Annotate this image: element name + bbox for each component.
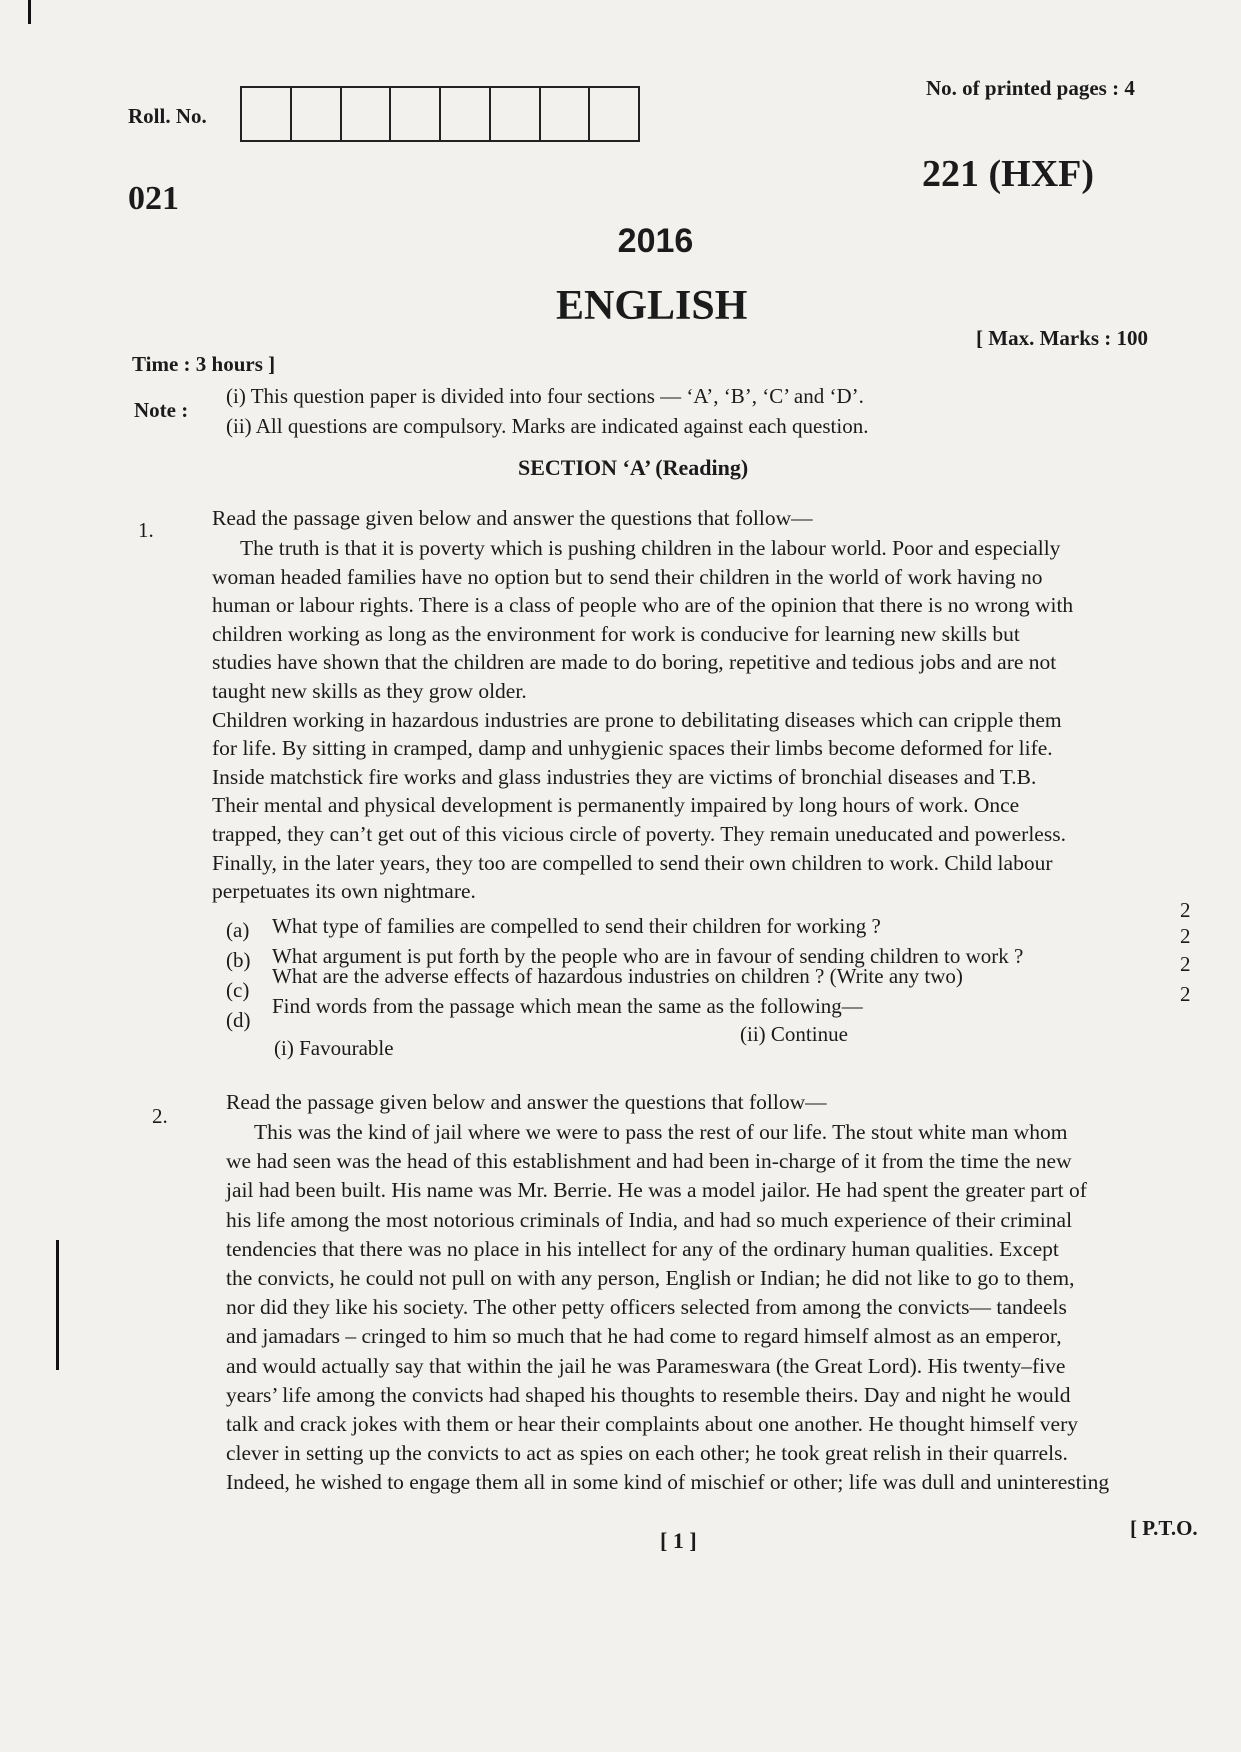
passage-line: years’ life among the convicts had shaped his thoughts to resemble theirs. Day and night he would — [226, 1382, 1071, 1407]
passage-line: we had seen was the head of this establishment and had been in-charge of it from the time the new — [226, 1149, 1072, 1174]
passage-line: talk and crack jokes with them or hear their complaints about one another. He thought himself very — [226, 1412, 1078, 1437]
please-turn-over: [ P.T.O. — [1130, 1516, 1198, 1540]
passage-line: Children working in hazardous industries are prone to debilitating diseases which can cripple them — [212, 707, 1062, 732]
scan-edge-mark-left — [56, 1240, 59, 1370]
roll-number-boxes — [240, 86, 640, 142]
scan-edge-mark-top — [28, 0, 31, 24]
subquestion-text: Find words from the passage which mean the same as the following— — [272, 994, 863, 1018]
question-instruction: Read the passage given below and answer the questions that follow— — [226, 1090, 827, 1114]
subject-title: ENGLISH — [556, 283, 748, 329]
passage-1 — [212, 534, 1187, 906]
passage-line: Finally, in the later years, they too are compelled to send their own children to work. Child labour — [212, 850, 1053, 875]
passage-line: the convicts, he could not pull on with any person, English or Indian; he did not like to go to them, — [226, 1266, 1075, 1291]
subquestion-text: What argument is put forth by the people who are in favour of sending children to work ? — [272, 944, 1024, 968]
printed-pages-count: No. of printed pages : 4 — [926, 76, 1135, 100]
note-label: Note : — [134, 398, 189, 422]
max-marks: [ Max. Marks : 100 — [976, 326, 1149, 350]
passage-line: taught new skills as they grow older. — [212, 678, 527, 703]
passage-line: and would actually say that within the jail he was Parameswara (the Great Lord). His twenty–five — [226, 1353, 1066, 1378]
passage-line: studies have shown that the children are made to do boring, repetitive and tedious jobs and are not — [212, 650, 1057, 675]
passage-line: The truth is that it is poverty which is pushing children in the labour world. Poor and especially — [240, 536, 1061, 560]
subquestion-marks: 2 — [1180, 898, 1191, 922]
roll-number-cell — [242, 88, 292, 140]
passage-line: human or labour rights. There is a class of people who are of the opinion that there is no wrong with — [212, 593, 1074, 618]
passage-line: trapped, they can’t get out of this vicious circle of poverty. They remain uneducated and powerless. — [212, 821, 1066, 846]
passage-line: Indeed, he wished to engage them all in some kind of mischief or other; life was dull and uninteresting — [226, 1470, 1110, 1495]
subquestion-text: What type of families are compelled to send their children for working ? — [272, 914, 881, 938]
question-number: 2. — [152, 1104, 168, 1128]
roll-number-cell — [491, 88, 541, 140]
passage-line: jail had been built. His name was Mr. Berrie. He was a model jailor. He had spent the greater part of — [226, 1178, 1087, 1203]
roll-number-cell — [292, 88, 342, 140]
page-number: [ 1 ] — [660, 1528, 697, 1553]
passage-line: clever in setting up the convicts to act as spies on each other; he took great relish in their quarrels. — [226, 1441, 1068, 1466]
subquestion-marks: 2 — [1180, 952, 1191, 976]
subquestion-marks: 2 — [1180, 924, 1191, 948]
roll-number-cell — [441, 88, 491, 140]
subquestion-label: (a) — [226, 918, 250, 942]
question-instruction: Read the passage given below and answer the questions that follow— — [212, 506, 813, 530]
roll-number-cell — [541, 88, 591, 140]
note-item: (i) This question paper is divided into four sections — ‘A’, ‘B’, ‘C’ and ‘D’. — [226, 384, 864, 408]
roll-number-cell — [590, 88, 638, 140]
passage-line: children working as long as the environment for work is conducive for learning new skills but — [212, 621, 1020, 646]
passage-line: perpetuates its own nightmare. — [212, 879, 476, 904]
exam-year: 2016 — [617, 222, 694, 260]
passage-2 — [226, 1118, 1204, 1498]
question-number: 1. — [138, 518, 154, 542]
subquestion-label: (d) — [226, 1008, 251, 1032]
passage-line: nor did they like his society. The other petty officers selected from among the convicts— tandeels — [226, 1295, 1067, 1320]
word-item: (ii) Continue — [740, 1022, 848, 1046]
paper-code-right: 221 (HXF) — [922, 153, 1095, 195]
subquestion-label: (c) — [226, 978, 250, 1002]
roll-number-cell — [342, 88, 392, 140]
passage-line: tendencies that there was no place in his intellect for any of the ordinary human qualities. Except — [226, 1236, 1059, 1261]
subquestion-marks: 2 — [1180, 982, 1191, 1006]
passage-line: This was the kind of jail where we were to pass the rest of our life. The stout white man whom — [254, 1120, 1068, 1144]
passage-line: and jamadars – cringed to him so much that he had come to regard himself almost as an emperor, — [226, 1324, 1062, 1349]
passage-line: woman headed families have no option but to send their children in the world of work having no — [212, 564, 1043, 589]
subquestion-text: What are the adverse effects of hazardous industries on children ? (Write any two) — [272, 964, 963, 988]
section-title: SECTION ‘A’ (Reading) — [518, 455, 749, 480]
passage-line: for life. By sitting in cramped, damp and unhygienic spaces their limbs become deformed for life. — [212, 736, 1053, 761]
time-allowed: Time : 3 hours ] — [132, 352, 276, 376]
roll-number-cell — [391, 88, 441, 140]
note-item: (ii) All questions are compulsory. Marks are indicated against each question. — [226, 414, 869, 438]
word-item: (i) Favourable — [274, 1036, 394, 1060]
subquestion-label: (b) — [226, 948, 251, 972]
paper-code-left: 021 — [128, 180, 179, 217]
passage-line: his life among the most notorious criminals of India, and had so much experience of their criminal — [226, 1207, 1073, 1232]
passage-line: Inside matchstick fire works and glass industries they are victims of bronchial diseases and T.B. — [212, 764, 1037, 789]
roll-number-label: Roll. No. — [128, 104, 207, 128]
passage-line: Their mental and physical development is permanently impaired by long hours of work. Once — [212, 793, 1020, 818]
